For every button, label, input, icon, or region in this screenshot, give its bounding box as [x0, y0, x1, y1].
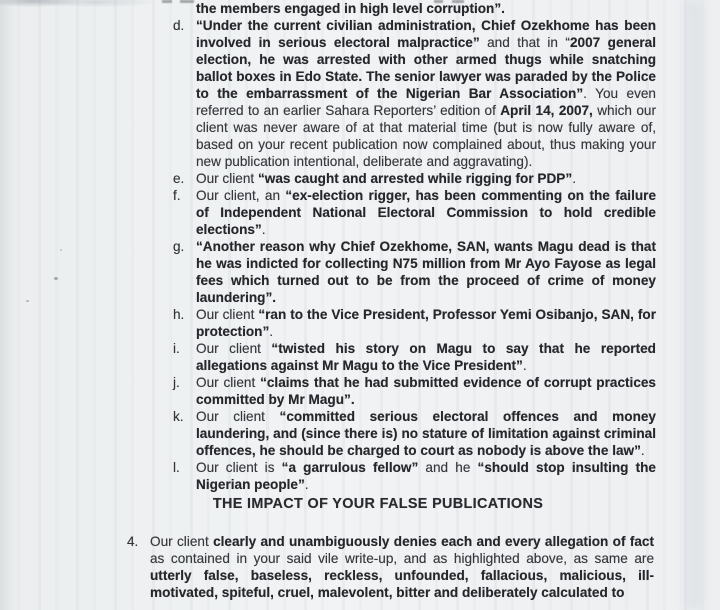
item-text — [196, 17, 656, 170]
item-marker: h. — [173, 307, 185, 322]
text-segment: Our client — [196, 409, 280, 424]
lettered-list — [173, 17, 720, 493]
text-segment: utterly false, baseless, reckless, unfounded, fallacious, malicious, ill-motivated, spiteful, cruel, malevolent, bitter and deliberately calculated to — [150, 568, 654, 600]
text-segment: “was caught and arrested while rigging for PDP” — [257, 171, 573, 186]
text-segment: 2007 general election, he was arrested with other armed thugs while snatching ballot boxes in Edo State. The senior lawyer was paraded by the Police to the embarrassment of the Nigerian Bar Association” — [196, 35, 657, 101]
text-segment: “should stop insulting the Nigerian people” — [196, 460, 656, 492]
text-segment: and that in “ — [479, 35, 570, 50]
item-text — [196, 340, 656, 374]
text-segment: “Under the current civilian administration, Chief Ozekhome has been involved in serious electoral malpractice” — [196, 18, 656, 50]
item-text — [196, 306, 656, 340]
item-marker: d. — [173, 18, 185, 33]
lettered-item — [173, 170, 720, 187]
text-segment: “ran to the Vice President, Professor Yemi Osibanjo, SAN, for protection” — [196, 307, 656, 339]
item-text — [196, 374, 656, 408]
text-segment: “committed serious electoral offences and money laundering, and (since there is) no stature of limitation against criminal offences, he should be charged to court as nobody is above the law” — [196, 409, 656, 458]
text-segment: Our client, an — [196, 188, 286, 203]
text-segment: Our client — [196, 307, 259, 322]
text-segment: Our client — [196, 375, 261, 390]
text-segment: which our client was never aware of at that material time (but is now fully aware of, based on your recent publication now complained about, thus making your new publication intentional, deliberate and aggravating). — [196, 103, 656, 169]
item-marker: 4. — [127, 534, 139, 549]
text-segment: Our client — [150, 534, 214, 549]
text-segment: . — [304, 477, 309, 492]
text-segment: . — [522, 358, 527, 373]
continuation-line — [196, 0, 656, 17]
text-segment: April 14, 2007, — [500, 103, 593, 118]
lettered-item — [173, 306, 720, 340]
item-marker: l. — [173, 460, 180, 475]
lettered-item — [173, 340, 720, 374]
text-segment: . — [640, 443, 645, 458]
text-segment: Our client is — [196, 460, 282, 475]
text-segment: . — [261, 222, 266, 237]
text-segment: clearly and unambiguously denies each and every allegation of fact — [213, 534, 655, 549]
text-segment: . You even referred to an earlier Sahara Reporters’ edition of — [196, 86, 656, 118]
lettered-item — [173, 238, 720, 306]
lettered-item — [173, 408, 720, 459]
lettered-item — [173, 17, 720, 170]
text-segment: and he — [418, 460, 478, 475]
item-marker: e. — [173, 171, 185, 186]
item-marker: g. — [173, 239, 185, 254]
item-text — [150, 533, 654, 601]
item-text — [196, 459, 656, 493]
item-marker: k. — [173, 409, 184, 424]
text-segment: Our client — [196, 171, 258, 186]
text-segment: “twisted his story on Magu to say that he reported allegations against Mr Magu to the Vice President” — [196, 341, 656, 373]
text-segment: “Another reason why Chief Ozekhome, SAN, wants Magu dead is that he was indicted for collecting N75 million from Mr Ayo Fayose as legal fees which turned out to be from the proceed of crime of money laundering”. — [196, 239, 656, 305]
lettered-item — [173, 459, 720, 493]
text-segment: Our client — [196, 341, 272, 356]
item-text — [196, 187, 656, 238]
text-segment: . — [269, 324, 274, 339]
numbered-item — [127, 533, 720, 601]
text-segment: “ex-election rigger, has been commenting on the failure of Independent National Electoral Commission to hold credible elections” — [196, 188, 657, 237]
section-heading: THE IMPACT OF YOUR FALSE PUBLICATIONS — [212, 496, 544, 512]
item-marker: j. — [173, 375, 180, 390]
lettered-item — [173, 374, 720, 408]
lettered-item — [173, 187, 720, 238]
text-segment: the members engaged in high level corruption”. — [196, 1, 505, 16]
text-segment: “a garrulous fellow” — [281, 460, 419, 475]
item-marker: f. — [173, 188, 181, 203]
item-text — [196, 238, 656, 306]
text-segment: as contained in your said vile write-up, and as highlighted above, as same are — [150, 551, 654, 566]
text-segment: . — [572, 171, 576, 186]
item-text — [196, 170, 656, 187]
text-segment: “claims that he had submitted evidence of corrupt practices committed by Mr Magu”. — [196, 375, 656, 407]
item-text — [196, 408, 656, 459]
item-marker: i. — [173, 341, 180, 356]
